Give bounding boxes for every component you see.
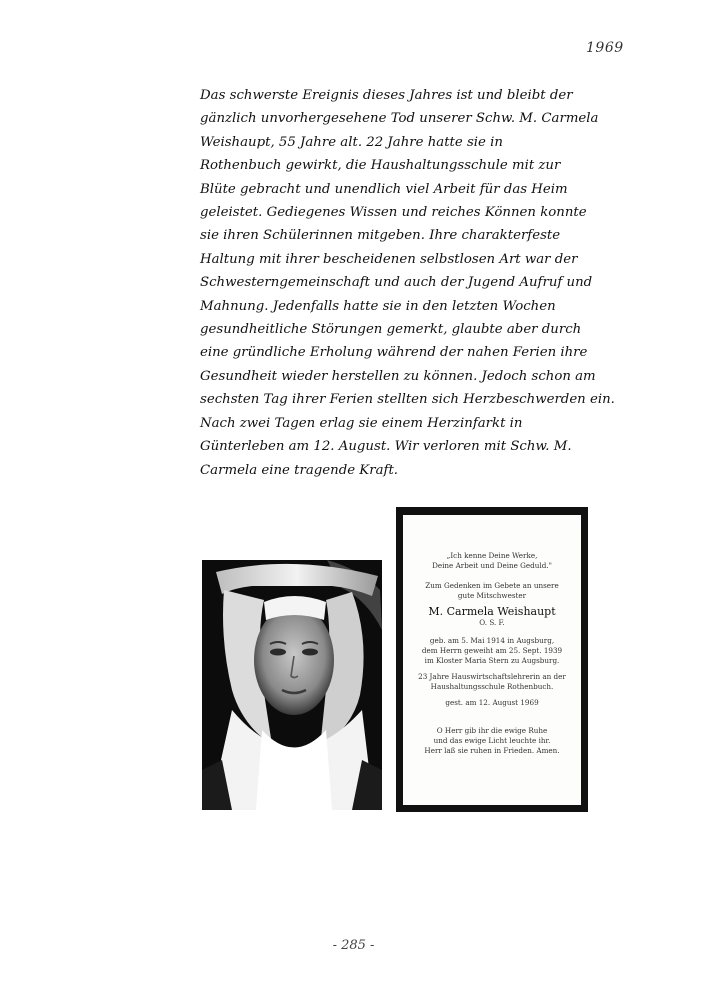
text-line: sie ihren Schülerinnen mitgeben. Ihre charakterfeste <box>200 228 561 244</box>
text-line: Schwesterngemeinschaft und auch der Jugend Aufruf und <box>200 275 593 291</box>
page-number: - 285 - <box>332 938 375 953</box>
memorial-card-content <box>403 515 581 805</box>
year-header: 1969 <box>586 40 624 56</box>
card-prayer-line: O Herr gib ihr die ewige Ruhe <box>436 726 548 735</box>
card-quote-line: „Ich kenne Deine Werke, <box>446 551 538 560</box>
card-life-dates <box>403 636 581 666</box>
card-date-line: geb. am 5. Mai 1914 in Augsburg, <box>429 636 555 645</box>
card-date-line: dem Herrn geweiht am 25. Sept. 1939 <box>421 646 563 655</box>
text-line: gesundheitliche Störungen gemerkt, glaubte aber durch <box>200 322 582 338</box>
card-intro-line: Zum Gedenken im Gebete an unsere <box>425 581 559 590</box>
card-service-line: 23 Jahre Hauswirtschaftslehrerin an der <box>418 672 566 681</box>
card-intro-line: gute Mitschwester <box>457 591 527 600</box>
text-line: Rothenbuch gewirkt, die Haushaltungsschule mit zur <box>200 158 561 174</box>
text-line: Weishaupt, 55 Jahre alt. 22 Jahre hatte sie in <box>200 134 503 150</box>
handwritten-paragraph <box>200 84 630 482</box>
text-line: Carmela eine tragende Kraft. <box>200 462 399 478</box>
text-line: geleistet. Gediegenes Wissen und reiches Können konnte <box>200 205 587 221</box>
text-line: Blüte gebracht und unendlich viel Arbeit für das Heim <box>200 181 568 197</box>
text-line: eine gründliche Erholung während der nahen Ferien ihre <box>200 345 588 361</box>
card-deceased-name: M. Carmela Weishaupt <box>428 605 556 618</box>
card-date-line: im Kloster Maria Stern zu Augsburg. <box>424 656 560 665</box>
card-prayer <box>403 726 581 756</box>
text-line: Günterleben am 12. August. Wir verloren mit Schw. M. <box>200 439 572 455</box>
card-intro <box>403 581 581 601</box>
memorial-card <box>396 507 588 812</box>
text-line: Gesundheit wieder herstellen zu können. Jedoch schon am <box>200 368 596 384</box>
card-service <box>403 672 581 692</box>
card-prayer-line: Herr laß sie ruhen in Frieden. Amen. <box>424 746 560 755</box>
text-line: Das schwerste Ereignis dieses Jahres ist und bleibt der <box>200 88 573 103</box>
card-quote-line: Deine Arbeit und Deine Geduld." <box>432 561 552 570</box>
card-death-date: gest. am 12. August 1969 <box>445 698 539 707</box>
nun-portrait-illustration <box>202 560 382 810</box>
card-order: O. S. F. <box>479 618 505 627</box>
text-line: sechsten Tag ihrer Ferien stellten sich Herzbeschwerden ein. <box>200 392 615 408</box>
text-line: Mahnung. Jedenfalls hatte sie in den letzten Wochen <box>200 298 556 314</box>
card-prayer-line: und das ewige Licht leuchte ihr. <box>433 736 551 745</box>
text-line: Nach zwei Tagen erlag sie einem Herzinfarkt in <box>200 415 523 431</box>
text-line: Haltung mit ihrer bescheidenen selbstlosen Art war der <box>200 251 578 267</box>
portrait-photo <box>202 560 382 810</box>
card-service-line: Haushaltungsschule Rothenbuch. <box>430 682 554 691</box>
card-quote <box>403 551 581 571</box>
text-line: gänzlich unvorhergesehene Tod unserer Schw. M. Carmela <box>200 111 599 127</box>
